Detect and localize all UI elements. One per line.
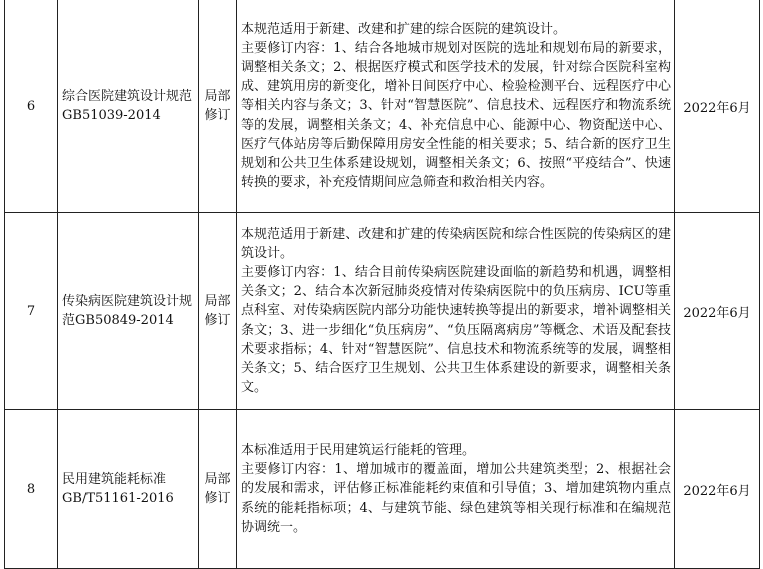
row-number: 7 (5, 213, 58, 410)
revision-type: 局部修订 (199, 410, 237, 569)
row-number: 6 (5, 0, 58, 213)
standard-name: 民用建筑能耗标准GB/T51161-2016 (58, 410, 199, 569)
row-number: 8 (5, 410, 58, 569)
scope-text: 本规范适用于新建、改建和扩建的综合医院的建筑设计。 (241, 21, 567, 37)
table-row (5, 410, 760, 569)
table-row (5, 213, 760, 410)
changes-text: 主要修订内容：1、结合各地城市规划对医院的选址和规划布局的新要求，调整相关条文；2、根据医疗模式和医学技术的发展，针对综合医院科室构成、建筑用房的新变化，增补日间医疗中心、检验检测平台、远程医疗中心等相关内容与条文；3、针对“智慧医院”、信息技术、远程医疗和物流系统等的发展，调整相关条文；4、补充信息中心、能源中心、物资配送中心、医疗气体站房等后勤保障用房安全性能的相关要求；5、结合新的医疗卫生规划和公共卫生体系建设规划，调整相关条文；6、按照“平疫结合”、快速转换的要求，补充疫情期间应急筛查和救治相关内容。 (241, 40, 671, 191)
scope-text: 本规范适用于新建、改建和扩建的传染病医院和综合性医院的传染病区的建筑设计。 (241, 226, 671, 261)
completion-date: 2022年6月 (675, 213, 760, 410)
completion-date: 2022年6月 (675, 410, 760, 569)
revision-description (237, 0, 675, 213)
revision-type: 局部修订 (199, 0, 237, 213)
scope-text: 本标准适用于民用建筑运行能耗的管理。 (241, 442, 476, 458)
changes-text: 主要修订内容：1、增加城市的覆盖面，增加公共建筑类型；2、根据社会的发展和需求，评估修正标准能耗约束值和引导值；3、增加建筑物内重点系统的能耗指标项；4、与建筑节能、绿色建筑等相关现行标准和在编规范协调统一。 (241, 462, 671, 535)
revision-type: 局部修订 (199, 213, 237, 410)
changes-text: 主要修订内容：1、结合目前传染病医院建设面临的新趋势和机遇，调整相关条文；2、结合本次新冠肺炎疫情对传染病医院中的负压病房、ICU等重点科室、对传染病医院内部分功能快速转换等提出的新要求，增补调整相关条文；3、进一步细化“负压病房”、“负压隔离病房”等概念、术语及配套技术要求指标；4、针对“智慧医院”、信息技术和物流系统等的发展，调整相关条文；5、结合医疗卫生规划、公共卫生体系建设的新要求，调整相关条文。 (241, 264, 671, 396)
standards-revision-table (4, 0, 760, 569)
revision-description (237, 213, 675, 410)
standard-name: 传染病医院建筑设计规范GB50849-2014 (58, 213, 199, 410)
table-row (5, 0, 760, 213)
completion-date: 2022年6月 (675, 0, 760, 213)
revision-description (237, 410, 675, 569)
standard-name: 综合医院建筑设计规范GB51039-2014 (58, 0, 199, 213)
